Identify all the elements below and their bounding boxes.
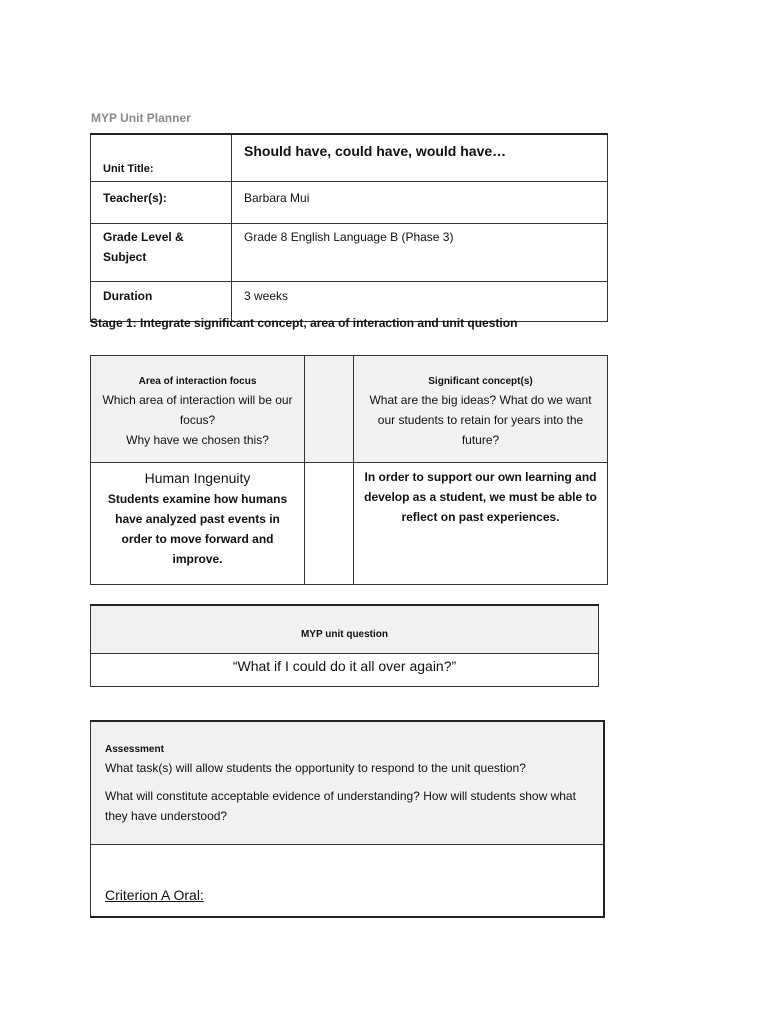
aoi-question: Which area of interaction will be our focus? [102, 393, 293, 427]
assessment-table [90, 720, 605, 918]
unit-question-text: “What if I could do it all over again?” [91, 653, 599, 686]
unit-question-header-row [91, 605, 599, 653]
unit-question-body-row [91, 653, 599, 686]
criterion-a-heading: Criterion A Oral: [105, 886, 204, 903]
aoi-answer-title: Human Ingenuity [144, 470, 251, 486]
unit-question-table [90, 604, 599, 687]
aoi-title: Area of interaction focus [138, 376, 257, 387]
spacer-cell-body [305, 463, 354, 585]
concept-answer-cell [354, 463, 608, 585]
teacher-row [91, 182, 608, 224]
unit-title-label: Unit Title: [91, 134, 232, 182]
grade-subject-label: Grade Level & Subject [91, 224, 232, 282]
stage1-heading: Stage 1: Integrate significant concept, area of interaction and unit question [90, 316, 518, 330]
unit-question-title: MYP unit question [91, 605, 599, 653]
concept-question: What are the big ideas? What do we want our students to retain for years into the future? [369, 393, 592, 447]
document-header: MYP Unit Planner [91, 111, 191, 125]
unit-info-table [90, 133, 608, 322]
unit-title-row [91, 134, 608, 182]
unit-title-value: Should have, could have, would have… [232, 134, 608, 182]
stage1-table [90, 355, 608, 585]
concept-title: Significant concept(s) [428, 376, 533, 387]
assessment-body-row [91, 844, 605, 917]
assessment-title: Assessment [105, 744, 164, 755]
teacher-value: Barbara Mui [232, 182, 608, 224]
aoi-answer-cell [91, 463, 305, 585]
concept-header-cell [354, 356, 608, 463]
duration-label: Duration [91, 282, 232, 322]
aoi-question-why: Why have we chosen this? [126, 433, 269, 447]
assessment-header-row [91, 721, 605, 844]
grade-subject-row [91, 224, 608, 282]
stage1-header-row [91, 356, 608, 463]
concept-answer: In order to support our own learning and develop as a student, we must be able to reflect on past experiences. [364, 470, 597, 524]
assessment-question-2: What will constitute acceptable evidence of understanding? How will students show what they have understood? [105, 789, 576, 823]
stage1-body-row [91, 463, 608, 585]
spacer-cell [305, 356, 354, 463]
grade-subject-value: Grade 8 English Language B (Phase 3) [232, 224, 608, 282]
assessment-question-1: What task(s) will allow students the opportunity to respond to the unit question? [105, 761, 526, 775]
aoi-answer: Students examine how humans have analyzed past events in order to move forward and improve. [107, 492, 288, 566]
duration-value: 3 weeks [232, 282, 608, 322]
teacher-label: Teacher(s): [91, 182, 232, 224]
aoi-header-cell [91, 356, 305, 463]
assessment-body-cell [91, 844, 605, 917]
assessment-header-cell [91, 721, 605, 844]
